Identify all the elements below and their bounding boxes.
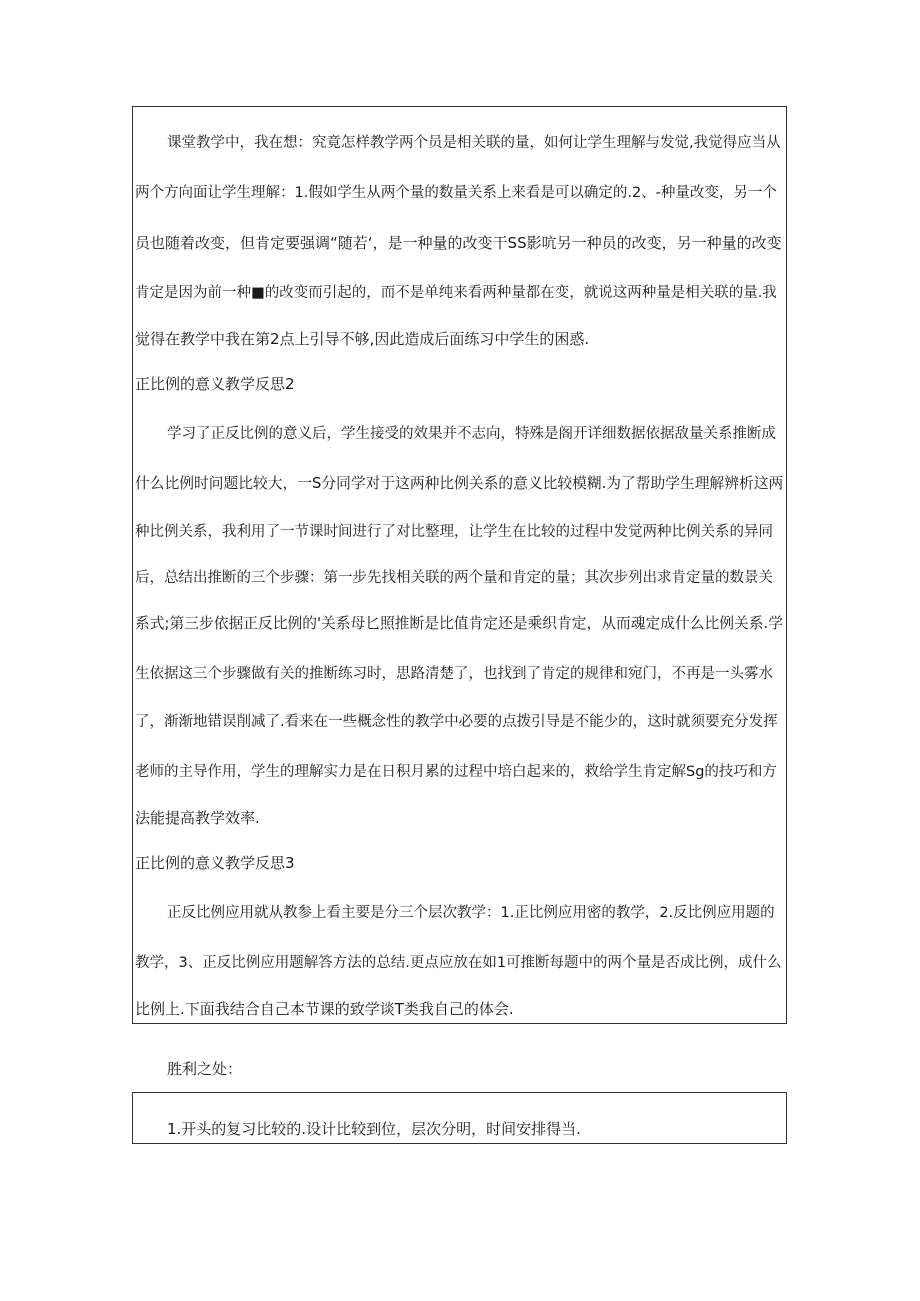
paragraph-line: 觉得在教学中我在第2点上引导不够,因此造成后面练习中学生的困惑. bbox=[135, 330, 590, 348]
paragraph-line: 什么比例时问题比较大，一S分同学对于这两种比例关系的意义比较模糊.为了帮助学生理解辨析这两 bbox=[135, 475, 784, 492]
section-heading: 正比例的意义教学反思3 bbox=[135, 854, 295, 872]
paragraph-line: 学习了正反比例的意义后，学生接受的效果并不志向，特殊是阁开详细数据依据敌量关系推断成 bbox=[167, 426, 776, 442]
paragraph-line: 法能提高教学效率. bbox=[135, 809, 260, 827]
paragraph-line: 员也随着改变，但肯定要强调“随若‘，是一种量的改变干SS影吭另一种员的改变，另一种量的改变 bbox=[135, 234, 782, 252]
paragraph-line: 两个方向面让学生理解：1.假如学生从两个量的数量关系上来看是可以确定的.2、-种量改变，另一个 bbox=[135, 185, 777, 201]
paragraph-line: 正反比例应用就从教参上看主要是分三个层次教学：1.正比例应用密的教学，2.反比例应用题的 bbox=[167, 905, 775, 921]
success-label: 胜利之处： bbox=[167, 1060, 243, 1078]
paragraph-line: 教学，3、正反比例应用题解答方法的总结.更点应放在如1可推断每题中的两个量是否成比例，成什么 bbox=[135, 955, 782, 971]
paragraph-line: 种比例关系，我利用了一节课时间进行了对比整理，让学生在比较的过程中发觉两种比例关系的异同 bbox=[135, 524, 773, 540]
paragraph-line: 肯定是因为前一种■的改变而引起的，而不是单纯来看两种量都在变，就说这两种量是相关联的量.我 bbox=[135, 285, 777, 301]
paragraph-line: 系式;第三步依据正反比例的'关系母匕照推断是比值肯定还是乘织肯定，从而魂定成什么比例关系.学 bbox=[135, 615, 783, 632]
paragraph-line: 后，总结出推断的三个步骤：第一步先找相关联的两个量和肯定的量；其次步列出求肯定量的数景关 bbox=[135, 570, 773, 586]
paragraph-line: 比例上.下面我结合自己本节课的致学谈T类我自己的体会. bbox=[135, 1000, 514, 1018]
paragraph-line: 了，渐渐地错误削减了.看来在一些概念性的教学中必要的点拨引导是不能少的，这时就须要充分发挥 bbox=[135, 714, 778, 730]
paragraph-line: 老师的主导作用，学生的理解实力是在日积月累的过程中培白起来的，救给学生肯定解Sg的技巧和方 bbox=[135, 764, 777, 780]
list-item: 1.开头的复习比较的.设计比较到位，层次分明，时间安排得当. bbox=[167, 1120, 581, 1138]
section-heading: 正比例的意义教学反思2 bbox=[135, 375, 295, 393]
paragraph-line: 生依据这三个步骤做有关的推断练习时，思路清楚了，也找到了肯定的规律和宛门，不再是一头雾水 bbox=[135, 666, 773, 682]
paragraph-line: 课堂教学中，我在想：究竟怎样教学两个员是相关联的量，如何让学生理解与发觉,我觉得应当从 bbox=[167, 135, 781, 151]
